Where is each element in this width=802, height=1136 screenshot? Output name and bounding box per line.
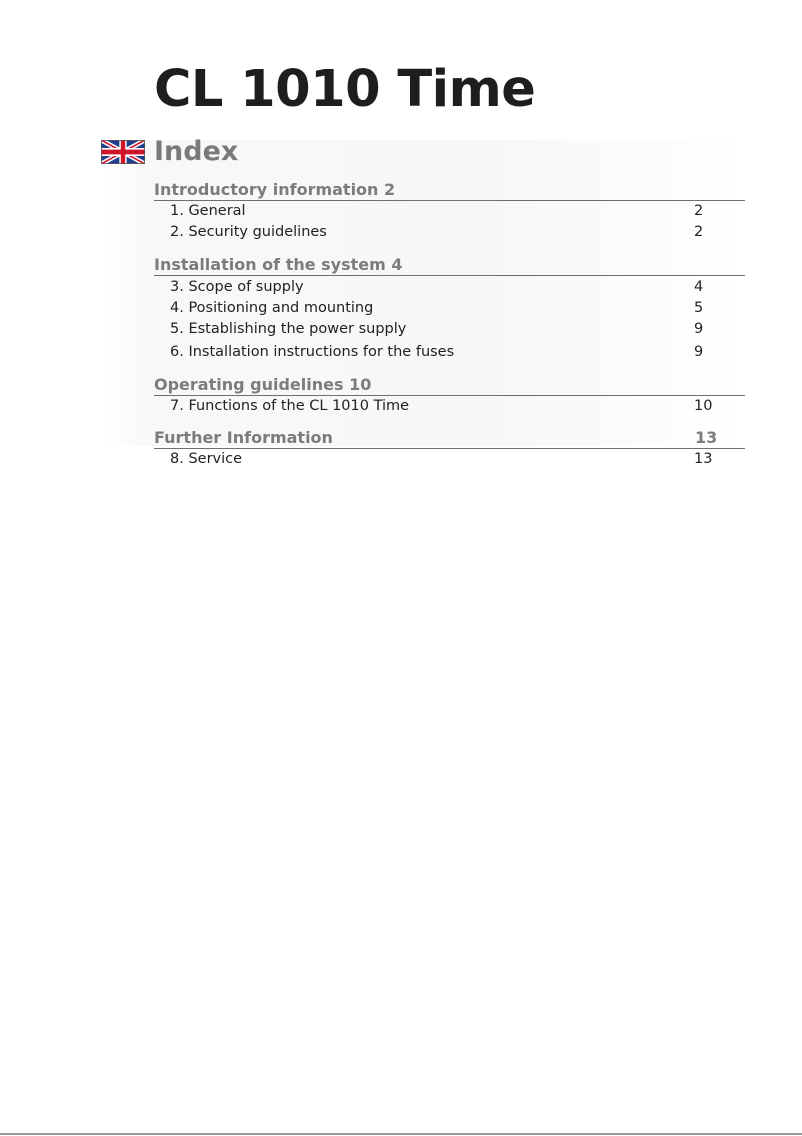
toc-entry[interactable]	[170, 396, 745, 416]
toc-entry-page: 4	[694, 279, 704, 295]
toc-entry-title: 3. Scope of supply	[170, 279, 304, 295]
section-heading-label: Installation of the system 4	[154, 255, 403, 274]
toc-entry[interactable]	[170, 298, 745, 318]
toc-entry-title: 8. Service	[170, 451, 243, 467]
section-heading-installation[interactable]	[154, 254, 745, 276]
toc-entry-title: 5. Establishing the power supply	[170, 321, 407, 337]
toc-entry-title: 2. Security guidelines	[170, 224, 327, 240]
section-heading-page: 13	[695, 428, 718, 447]
toc-entry-page: 10	[694, 398, 713, 414]
toc-entry[interactable]	[170, 201, 745, 221]
page-bottom-rule	[0, 1133, 802, 1135]
section-heading-label: Further Information	[154, 428, 333, 447]
index-heading: Index	[154, 136, 239, 167]
toc-entry[interactable]	[170, 449, 745, 469]
toc-entry-page: 9	[694, 344, 704, 360]
section-heading-label: Introductory information 2	[154, 180, 396, 199]
toc-entry[interactable]	[170, 342, 745, 362]
toc-entry-title: 6. Installation instructions for the fuses	[170, 344, 455, 360]
toc-entry-title: 4. Positioning and mounting	[170, 300, 374, 316]
toc-entry-page: 2	[694, 203, 704, 219]
toc-entry[interactable]	[170, 277, 745, 297]
toc-entry-page: 5	[694, 300, 704, 316]
toc-entry-page: 9	[694, 321, 704, 337]
toc-entry-page: 13	[694, 451, 713, 467]
section-heading-introductory[interactable]	[154, 179, 745, 201]
toc-entry-page: 2	[694, 224, 704, 240]
section-heading-label: Operating guidelines 10	[154, 375, 372, 394]
toc-entry[interactable]	[170, 319, 745, 339]
toc-entry-title: 1. General	[170, 203, 246, 219]
united-kingdom-flag-icon	[101, 140, 145, 164]
toc-entry-title: 7. Functions of the CL 1010 Time	[170, 398, 410, 414]
toc-entry[interactable]	[170, 222, 745, 242]
page-title: CL 1010 Time	[154, 60, 536, 119]
section-heading-operating[interactable]	[154, 374, 745, 396]
section-heading-further-information[interactable]	[154, 427, 745, 449]
